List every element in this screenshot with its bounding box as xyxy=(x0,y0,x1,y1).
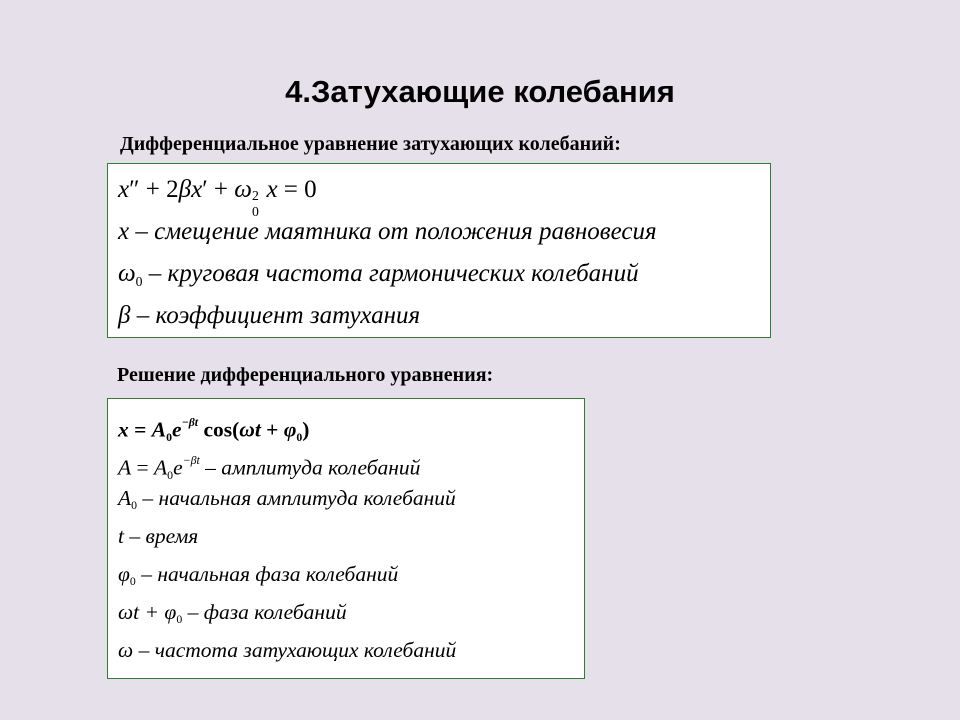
definition-x xyxy=(108,211,770,253)
amp-text: – амплитуда колебаний xyxy=(199,455,421,480)
definition-text: – начальная фаза колебаний xyxy=(135,562,399,586)
eq-prime: ′ xyxy=(202,176,208,203)
eq-omega-indices xyxy=(251,184,260,220)
sol-A: A xyxy=(151,417,167,442)
amplitude-equation xyxy=(108,441,584,482)
definition-text: – время xyxy=(123,524,199,548)
definition-symbol-sub: 0 xyxy=(129,574,136,589)
eq-beta: β xyxy=(178,176,192,203)
definition-symbol: β xyxy=(118,302,131,329)
definition-text: – смещение маятника от положения равновесия xyxy=(129,218,657,245)
definition-text: – круговая частота гармонических колебаний xyxy=(142,260,639,287)
eq-x-third: x xyxy=(260,176,278,203)
definition-symbol-sub: 0 xyxy=(135,273,143,289)
definition-beta xyxy=(108,295,770,337)
definition-symbol: ωt + φ xyxy=(118,600,177,624)
amp-exponent: −βt xyxy=(182,453,200,467)
differential-equation xyxy=(108,169,770,220)
eq-plus: + xyxy=(207,176,235,203)
sol-x: x xyxy=(118,417,129,442)
sol-phi: φ xyxy=(283,417,297,442)
eq-omega-sub: 0 xyxy=(251,204,259,220)
sol-exponent: −βt xyxy=(181,415,199,429)
definition-symbol: A xyxy=(118,486,132,510)
definition-text: – начальная амплитуда колебаний xyxy=(137,486,456,510)
equation-heading: Дифференциальное уравнение затухающих колебаний: xyxy=(120,133,621,155)
amp-equals: = xyxy=(131,455,155,480)
amp-A0: A xyxy=(154,455,168,480)
eq-double-prime: ″ xyxy=(129,176,140,203)
definition-symbol-sub: 0 xyxy=(176,612,183,627)
amp-A0-sub: 0 xyxy=(167,467,174,482)
eq-x: x xyxy=(118,176,130,203)
amp-A: A xyxy=(118,455,132,480)
definition-symbol: ω xyxy=(118,638,134,662)
definition-symbol: φ xyxy=(118,562,130,586)
solution-equation xyxy=(108,403,584,444)
slide-title: 4.Затухающие колебания xyxy=(285,74,675,109)
definition-omega0 xyxy=(108,253,770,295)
definition-omega xyxy=(108,631,584,669)
differential-equation-box xyxy=(107,163,771,338)
definition-phase xyxy=(108,593,584,631)
eq-plus-two: + 2 xyxy=(139,176,179,203)
sol-equals: = xyxy=(128,417,152,442)
eq-x-second: x xyxy=(191,176,203,203)
eq-omega-sup: 2 xyxy=(251,187,259,203)
sol-cos: cos( xyxy=(198,417,240,442)
definition-symbol: ω xyxy=(118,260,136,287)
definition-text: – фаза колебаний xyxy=(182,600,347,624)
definition-symbol: x xyxy=(118,218,130,245)
sol-phi-sub: 0 xyxy=(296,429,303,444)
sol-close-paren: ) xyxy=(302,417,310,442)
definition-t xyxy=(108,517,584,555)
eq-omega: ω xyxy=(234,176,252,203)
eq-equals-zero: = 0 xyxy=(277,176,317,203)
definition-A0 xyxy=(108,479,584,517)
solution-heading: Решение дифференциального уравнения: xyxy=(117,364,494,386)
sol-omega-t: ωt xyxy=(239,417,261,442)
definition-phi0 xyxy=(108,555,584,593)
solution-box xyxy=(107,398,585,679)
definition-text: – коэффициент затухания xyxy=(130,302,421,329)
sol-A-sub: 0 xyxy=(166,429,173,444)
amp-e: e xyxy=(173,455,183,480)
definition-symbol-sub: 0 xyxy=(131,498,138,513)
sol-e: e xyxy=(172,417,182,442)
sol-plus: + xyxy=(260,417,284,442)
definition-text: – частота затухающих колебаний xyxy=(133,638,457,662)
definition-symbol: t xyxy=(118,524,124,548)
